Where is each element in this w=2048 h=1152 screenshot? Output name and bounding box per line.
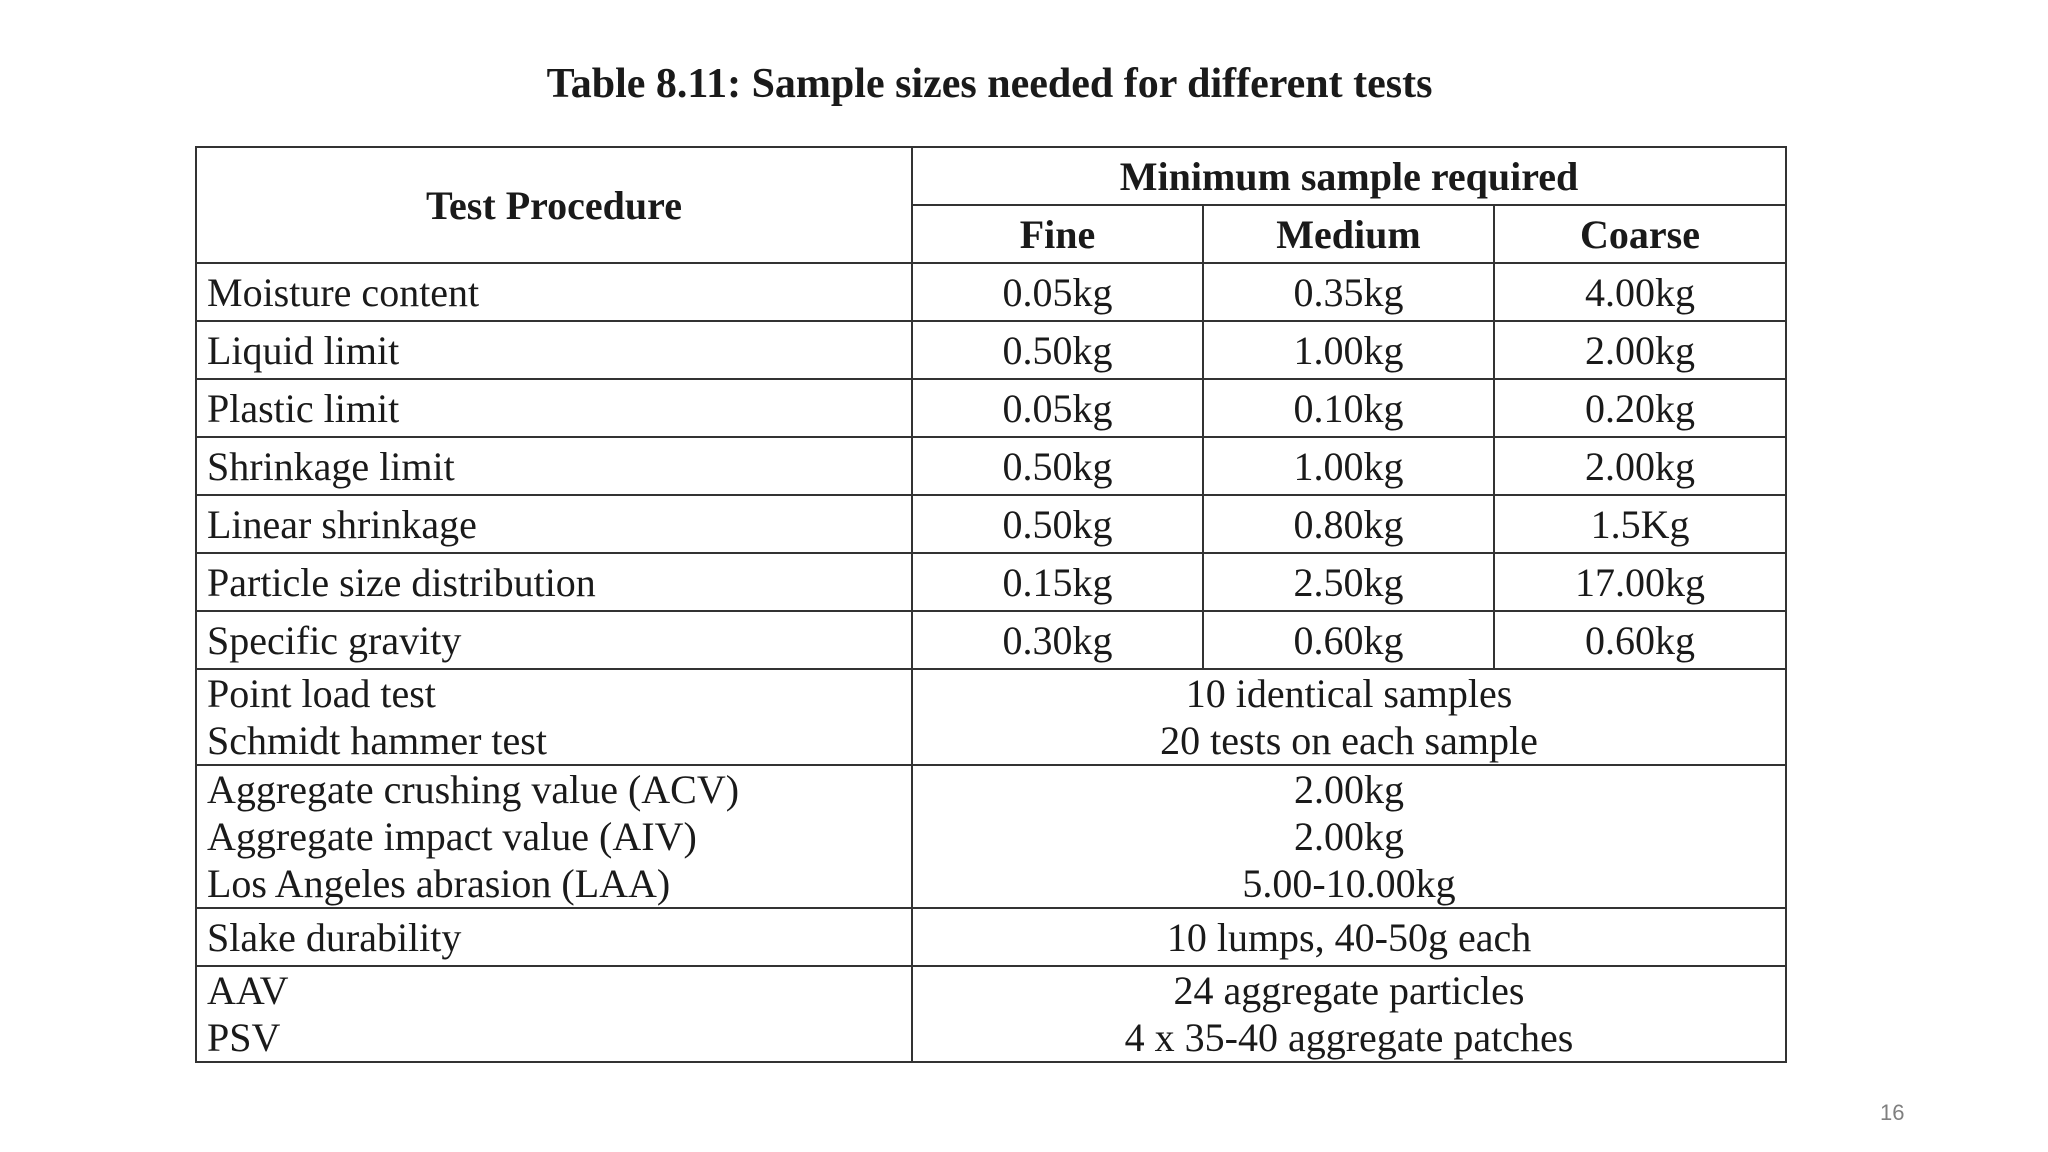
procedure-name-line: Aggregate crushing value (ACV) (207, 767, 740, 812)
medium-value: 0.10kg (1203, 379, 1494, 437)
procedure-name (196, 669, 912, 765)
table-row (196, 553, 1786, 611)
fine-value: 0.05kg (912, 263, 1203, 321)
coarse-value: 0.20kg (1494, 379, 1786, 437)
table-row (196, 765, 1786, 908)
sample-size-table (195, 146, 1787, 1063)
table-row (196, 321, 1786, 379)
medium-header: Medium (1203, 205, 1494, 263)
merged-value-line: 4 x 35-40 aggregate patches (1124, 1015, 1574, 1060)
merged-value (912, 765, 1786, 908)
coarse-value: 2.00kg (1494, 437, 1786, 495)
procedure-name (196, 966, 912, 1062)
coarse-value: 4.00kg (1494, 263, 1786, 321)
fine-value: 0.50kg (912, 437, 1203, 495)
medium-value: 2.50kg (1203, 553, 1494, 611)
fine-value: 0.30kg (912, 611, 1203, 669)
fine-value: 0.50kg (912, 321, 1203, 379)
merged-value (912, 966, 1786, 1062)
minimum-sample-header: Minimum sample required (912, 147, 1786, 205)
procedure-name-line: PSV (207, 1015, 281, 1060)
merged-value: 10 lumps, 40-50g each (912, 908, 1786, 966)
merged-value-line: 10 identical samples (1185, 671, 1513, 716)
medium-value: 0.60kg (1203, 611, 1494, 669)
medium-value: 1.00kg (1203, 321, 1494, 379)
procedure-name: Specific gravity (196, 611, 912, 669)
procedure-name-line: Point load test (207, 671, 436, 716)
table-row (196, 263, 1786, 321)
coarse-value: 17.00kg (1494, 553, 1786, 611)
test-procedure-header: Test Procedure (196, 147, 912, 263)
fine-value: 0.50kg (912, 495, 1203, 553)
merged-value-line: 2.00kg (1294, 814, 1405, 859)
procedure-name (196, 765, 912, 908)
merged-value (912, 669, 1786, 765)
procedure-name: Slake durability (196, 908, 912, 966)
coarse-value: 0.60kg (1494, 611, 1786, 669)
procedure-name-line: Los Angeles abrasion (LAA) (207, 861, 671, 906)
procedure-name-line: Schmidt hammer test (207, 718, 547, 763)
procedure-name: Plastic limit (196, 379, 912, 437)
coarse-header: Coarse (1494, 205, 1786, 263)
table-row (196, 437, 1786, 495)
merged-value-line: 20 tests on each sample (1160, 718, 1538, 763)
table-title: Table 8.11: Sample sizes needed for different tests (546, 61, 1433, 107)
procedure-name: Linear shrinkage (196, 495, 912, 553)
procedure-name-line: AAV (207, 968, 289, 1013)
procedure-name: Shrinkage limit (196, 437, 912, 495)
medium-value: 0.80kg (1203, 495, 1494, 553)
table-row (196, 908, 1786, 966)
medium-value: 0.35kg (1203, 263, 1494, 321)
merged-value-line: 2.00kg (1294, 767, 1405, 812)
medium-value: 1.00kg (1203, 437, 1494, 495)
fine-value: 0.15kg (912, 553, 1203, 611)
table-row (196, 495, 1786, 553)
procedure-name: Moisture content (196, 263, 912, 321)
fine-header: Fine (912, 205, 1203, 263)
merged-value-line: 5.00-10.00kg (1242, 861, 1456, 906)
coarse-value: 2.00kg (1494, 321, 1786, 379)
table-row (196, 669, 1786, 765)
table-row (196, 379, 1786, 437)
table-row (196, 966, 1786, 1062)
coarse-value: 1.5Kg (1494, 495, 1786, 553)
merged-value-line: 24 aggregate particles (1173, 968, 1525, 1013)
table-row (196, 611, 1786, 669)
page-number: 16 (1880, 1100, 1905, 1125)
procedure-name-line: Aggregate impact value (AIV) (207, 814, 697, 859)
procedure-name: Particle size distribution (196, 553, 912, 611)
procedure-name: Liquid limit (196, 321, 912, 379)
fine-value: 0.05kg (912, 379, 1203, 437)
